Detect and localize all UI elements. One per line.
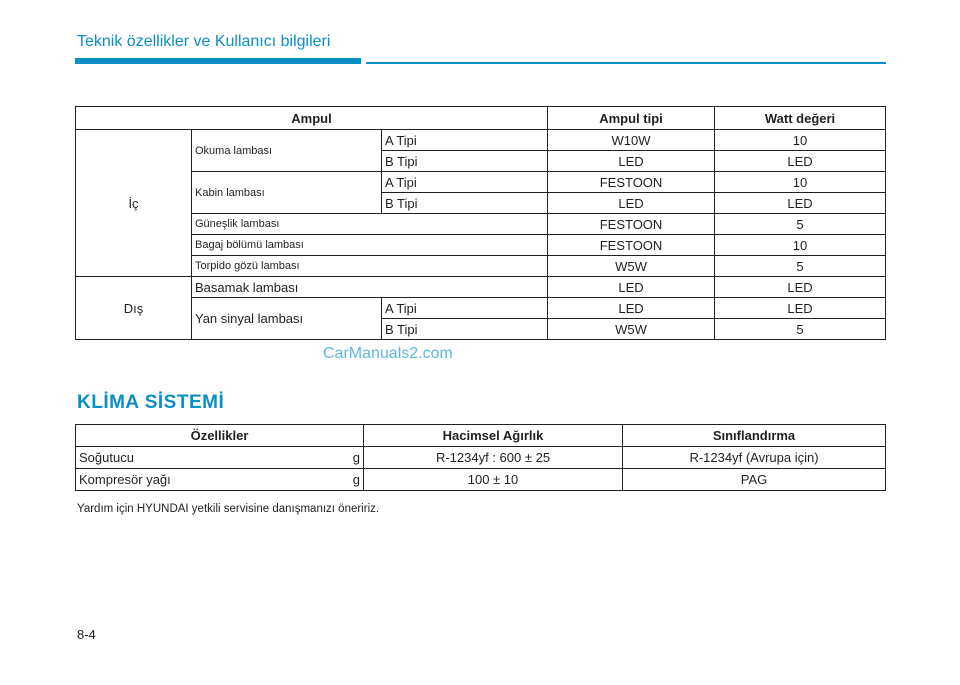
type-label: B Tipi [382, 319, 548, 340]
column-header-classification: Sınıflandırma [623, 425, 886, 447]
trunk-lamp-label: Bagaj bölümü lambası [192, 235, 548, 256]
classification-cell: PAG [623, 469, 886, 491]
ac-specs-table [75, 424, 886, 491]
column-header-bulb-type: Ampul tipi [548, 107, 715, 130]
service-note: Yardım için HYUNDAI yetkili servisine danışmanızı öneririz. [77, 503, 380, 515]
reading-lamp-label: Okuma lambası [192, 130, 382, 172]
wattage-cell: 10 [715, 235, 886, 256]
type-label: A Tipi [382, 298, 548, 319]
bulb-type-cell: LED [548, 277, 715, 298]
table-row [76, 256, 886, 277]
weight-cell: R-1234yf : 600 ± 25 [364, 447, 623, 469]
type-label: A Tipi [382, 130, 548, 151]
table-row [76, 298, 886, 319]
type-label: B Tipi [382, 151, 548, 172]
bulb-type-cell: LED [548, 298, 715, 319]
table-header-row [76, 425, 886, 447]
classification-cell: R-1234yf (Avrupa için) [623, 447, 886, 469]
column-header-item: Özellikler [76, 425, 364, 447]
section-header-title: Teknik özellikler ve Kullanıcı bilgileri [77, 33, 331, 50]
header-rule [366, 62, 886, 64]
column-header-bulb: Ampul [76, 107, 548, 130]
table-row [76, 469, 886, 491]
cabin-lamp-label: Kabin lambası [192, 172, 382, 214]
column-header-wattage: Watt değeri [715, 107, 886, 130]
wattage-cell: LED [715, 151, 886, 172]
table-row [76, 447, 886, 469]
wattage-cell: 5 [715, 256, 886, 277]
column-header-weight: Hacimsel Ağırlık [364, 425, 623, 447]
bulb-type-cell: LED [548, 151, 715, 172]
item-name: Kompresör yağı [79, 472, 171, 487]
wattage-cell: 10 [715, 130, 886, 151]
bulb-type-cell: W5W [548, 319, 715, 340]
ac-section-title: KLİMA SİSTEMİ [77, 392, 225, 413]
item-cell [76, 447, 364, 469]
weight-cell: 100 ± 10 [364, 469, 623, 491]
bulb-specs-table [75, 106, 886, 340]
interior-group-label: İç [76, 130, 192, 277]
side-repeater-label: Yan sinyal lambası [192, 298, 382, 340]
table-header-row [76, 107, 886, 130]
table-row [76, 130, 886, 151]
type-label: A Tipi [382, 172, 548, 193]
item-name: Soğutucu [79, 450, 134, 465]
table-row [76, 277, 886, 298]
item-unit: g [352, 450, 360, 465]
wattage-cell: 10 [715, 172, 886, 193]
step-lamp-label: Basamak lambası [192, 277, 548, 298]
wattage-cell: LED [715, 277, 886, 298]
bulb-type-cell: W5W [548, 256, 715, 277]
wattage-cell: LED [715, 193, 886, 214]
sun-visor-lamp-label: Güneşlik lambası [192, 214, 548, 235]
wattage-cell: 5 [715, 319, 886, 340]
item-cell [76, 469, 364, 491]
watermark-text: CarManuals2.com [323, 345, 453, 362]
page-number: 8-4 [77, 627, 96, 642]
bulb-type-cell: FESTOON [548, 235, 715, 256]
exterior-group-label: Dış [76, 277, 192, 340]
table-row [76, 214, 886, 235]
bulb-type-cell: LED [548, 193, 715, 214]
bulb-type-cell: FESTOON [548, 172, 715, 193]
header-accent-bar [75, 58, 361, 64]
item-unit: g [352, 472, 360, 487]
type-label: B Tipi [382, 193, 548, 214]
table-row [76, 235, 886, 256]
wattage-cell: 5 [715, 214, 886, 235]
table-row [76, 172, 886, 193]
wattage-cell: LED [715, 298, 886, 319]
bulb-type-cell: W10W [548, 130, 715, 151]
bulb-type-cell: FESTOON [548, 214, 715, 235]
glovebox-lamp-label: Torpido gözü lambası [192, 256, 548, 277]
